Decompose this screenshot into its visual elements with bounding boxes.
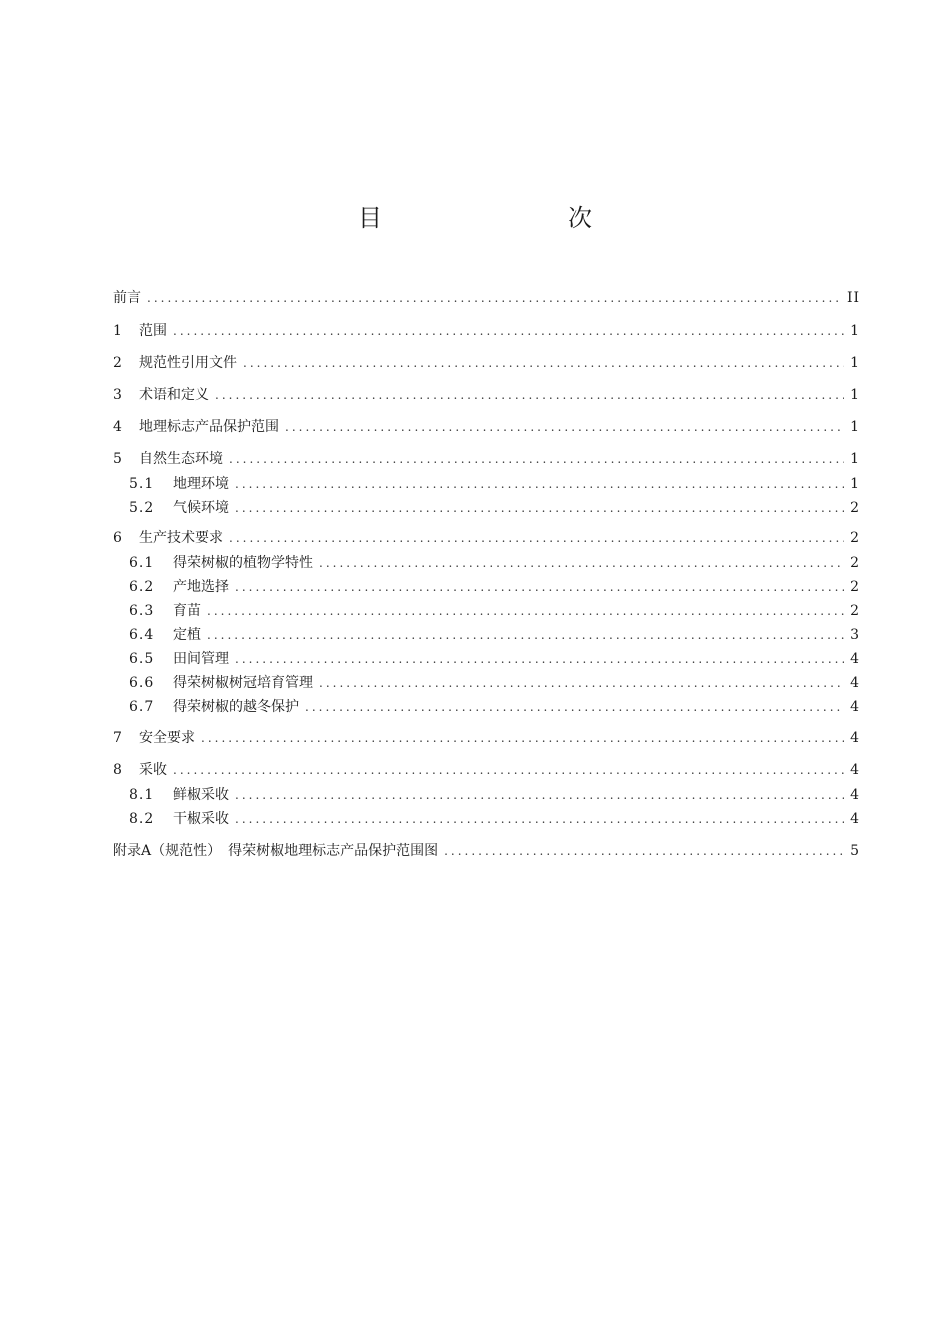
toc-leader-dots xyxy=(235,783,844,807)
toc-leader-dots xyxy=(243,351,844,375)
toc-entry-6-3[interactable] xyxy=(113,599,860,623)
toc-entry-number: 8.1 xyxy=(129,787,155,803)
toc-entry-label: 规范性引用文件 xyxy=(139,355,237,371)
toc-entry-label: 范围 xyxy=(139,323,167,339)
toc-leader-dots xyxy=(215,383,844,407)
toc-entry-page: 4 xyxy=(850,651,860,667)
toc-entry-page: 1 xyxy=(850,323,860,339)
toc-entry-8[interactable] xyxy=(113,758,860,782)
toc-entry-6-6[interactable] xyxy=(113,671,860,695)
toc-leader-dots xyxy=(235,807,844,831)
toc-entry-number: 7 xyxy=(113,730,123,746)
toc-leader-dots xyxy=(173,758,844,782)
toc-entry-number: 1 xyxy=(113,323,123,339)
toc-entry-page: 2 xyxy=(850,500,860,516)
toc-entry-number: 6.7 xyxy=(129,699,155,715)
toc-entry-label: 前言 xyxy=(113,290,141,306)
toc-entry-label: 地理标志产品保护范围 xyxy=(139,419,279,435)
toc-entry-number: 5.2 xyxy=(129,500,155,516)
toc-entry-page: 1 xyxy=(850,476,860,492)
toc-entry-label: 产地选择 xyxy=(173,579,229,595)
toc-entry-page: 1 xyxy=(850,387,860,403)
toc-entry-6-4[interactable] xyxy=(113,623,860,647)
toc-leader-dots xyxy=(305,695,844,719)
toc-entry-6-1[interactable] xyxy=(113,551,860,575)
toc-entry-page: 4 xyxy=(850,675,860,691)
toc-entry-label: 定植 xyxy=(173,627,201,643)
toc-leader-dots xyxy=(235,496,844,520)
toc-leader-dots xyxy=(207,599,844,623)
toc-entry-number: 6.5 xyxy=(129,651,155,667)
toc-entry-number: 6.2 xyxy=(129,579,155,595)
toc-leader-dots xyxy=(147,286,841,310)
toc-entry-label: 得荣树椒的植物学特性 xyxy=(173,555,313,571)
toc-entry-number: 8.2 xyxy=(129,811,155,827)
toc-entry-page: 2 xyxy=(850,555,860,571)
toc-entry-label: 气候环境 xyxy=(173,500,229,516)
toc-entry-label: 安全要求 xyxy=(139,730,195,746)
toc-leader-dots xyxy=(285,415,844,439)
toc-entry-1[interactable] xyxy=(113,319,860,343)
toc-entry-page: 4 xyxy=(850,787,860,803)
toc-leader-dots xyxy=(235,472,844,496)
toc-leader-dots xyxy=(207,623,844,647)
toc-entry-number: 2 xyxy=(113,355,123,371)
toc-entry-page: 4 xyxy=(850,811,860,827)
toc-entry-number: 3 xyxy=(113,387,123,403)
toc-entry-page: 2 xyxy=(850,530,860,546)
toc-entry-5-2[interactable] xyxy=(113,496,860,520)
toc-entry-page: 3 xyxy=(850,627,860,643)
toc-entry-number: 6.4 xyxy=(129,627,155,643)
toc-leader-dots xyxy=(444,839,844,863)
toc-leader-dots xyxy=(201,726,844,750)
toc-entry-appendix-a[interactable] xyxy=(113,839,860,863)
toc-entry-page: 1 xyxy=(850,355,860,371)
toc-entry-page: 5 xyxy=(850,843,860,859)
toc-entry-number: 5 xyxy=(113,451,123,467)
toc-entry-6-2[interactable] xyxy=(113,575,860,599)
toc-entry-label: 附录A（规范性） 得荣树椒地理标志产品保护范围图 xyxy=(113,843,439,859)
toc-entry-number: 6 xyxy=(113,530,123,546)
toc-entry-label: 田间管理 xyxy=(173,651,229,667)
toc-title: 目 次 xyxy=(358,204,638,232)
toc-entry-5[interactable] xyxy=(113,447,860,471)
toc-entry-page: 2 xyxy=(850,579,860,595)
toc-entry-3[interactable] xyxy=(113,383,860,407)
toc-entry-label: 鲜椒采收 xyxy=(173,787,229,803)
toc-entry-page: II xyxy=(846,290,860,306)
toc-entry-6-5[interactable] xyxy=(113,647,860,671)
toc-entry-label: 术语和定义 xyxy=(139,387,209,403)
toc-entry-page: 2 xyxy=(850,603,860,619)
toc-entry-6[interactable] xyxy=(113,526,860,550)
toc-entry-4[interactable] xyxy=(113,415,860,439)
toc-entry-6-7[interactable] xyxy=(113,695,860,719)
toc-entry-label: 自然生态环境 xyxy=(139,451,223,467)
toc-entry-page: 4 xyxy=(850,730,860,746)
toc-entry-number: 5.1 xyxy=(129,476,155,492)
toc-entry-label: 育苗 xyxy=(173,603,201,619)
toc-entry-7[interactable] xyxy=(113,726,860,750)
toc-leader-dots xyxy=(229,447,844,471)
toc-entry-page: 1 xyxy=(850,419,860,435)
toc-entry-page: 4 xyxy=(850,699,860,715)
toc-leader-dots xyxy=(229,526,844,550)
toc-leader-dots xyxy=(319,671,844,695)
toc-entry-label: 地理环境 xyxy=(173,476,229,492)
toc-entry-number: 6.6 xyxy=(129,675,155,691)
toc-leader-dots xyxy=(173,319,844,343)
toc-entry-label: 得荣树椒的越冬保护 xyxy=(173,699,299,715)
toc-entry-page: 4 xyxy=(850,762,860,778)
toc-leader-dots xyxy=(235,575,844,599)
toc-entry-label: 得荣树椒树冠培育管理 xyxy=(173,675,313,691)
toc-leader-dots xyxy=(235,647,844,671)
toc-entry-number: 4 xyxy=(113,419,123,435)
toc-entry-label: 采收 xyxy=(139,762,167,778)
toc-entry-number: 8 xyxy=(113,762,123,778)
toc-entry-label: 干椒采收 xyxy=(173,811,229,827)
toc-entry-2[interactable] xyxy=(113,351,860,375)
toc-entry-8-1[interactable] xyxy=(113,783,860,807)
toc-entry-8-2[interactable] xyxy=(113,807,860,831)
toc-leader-dots xyxy=(319,551,844,575)
toc-entry-number: 6.1 xyxy=(129,555,155,571)
toc-entry-number: 6.3 xyxy=(129,603,155,619)
toc-entry-page: 1 xyxy=(850,451,860,467)
toc-entry-5-1[interactable] xyxy=(113,472,860,496)
toc-entry-foreword[interactable] xyxy=(113,286,860,310)
toc-entry-label: 生产技术要求 xyxy=(139,530,223,546)
